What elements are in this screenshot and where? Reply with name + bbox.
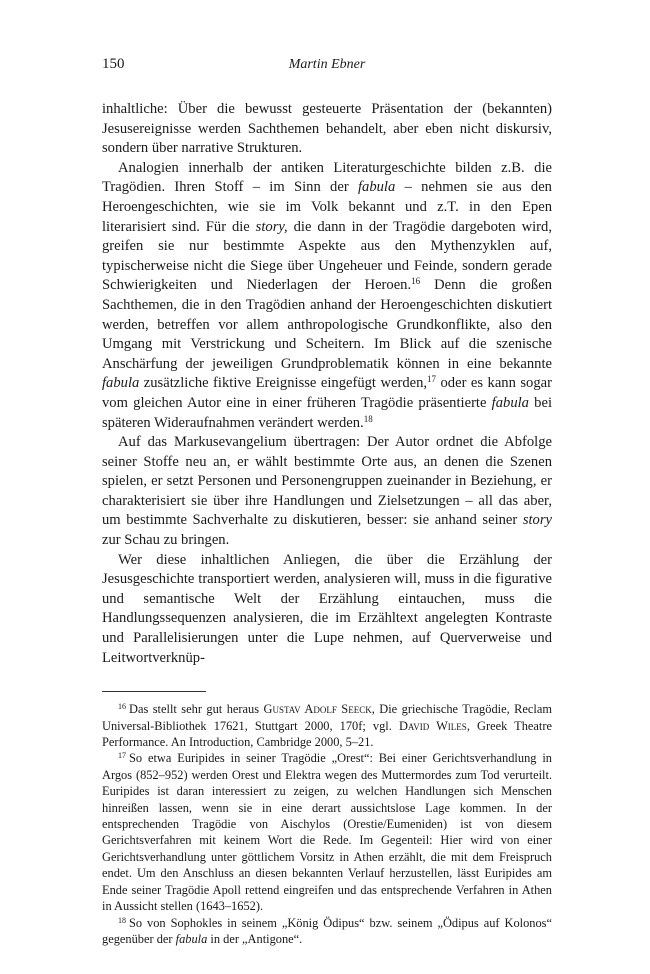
footnote-author-name: David Wiles [398,718,467,733]
body-text [102,100,552,668]
paragraph-3-text-1: Auf das Markusevangelium übertragen: Der Autor ordnet die Abfolge seiner Stoffe neu an, er wählt bestimmte Orte aus, an denen die Szenen spielen, er setzt Personen und Personengruppen zueinander in Beziehung, er charakterisiert sie über ihre Handlungen und Zielsetzungen – all das aber, um bestimmte Sachverhalte zu diskutieren, besser: sie anhand seiner [102,434,552,529]
footnote-17 [102,750,552,914]
page-header [102,56,552,80]
paragraph-4 [102,551,552,669]
paragraph-3 [102,433,552,551]
footnote-number: 16 [118,702,126,712]
footnote-18 [102,915,552,948]
paragraph-2-text-4: Denn die großen Sachthemen, die in den Tragödien anhand der Heroengeschichten diskutiert werden, betreffen vor allem anthropologische Grundkonflikte, also den Umgang mit Verstrickung und Scheitern. Im Blick auf die szenische Anschärfung der jeweiligen Grundproblematik können in eine bekannte [102,277,552,372]
running-head-author: Martin Ebner [288,57,366,72]
paragraph-2-text-3: die dann in der Tragödie dargeboten wird, greifen sie nur bestimmte Aspekte aus den Mythenzyklen auf, typischerweise nicht die Siege über Ungeheuer und Feinde, sondern gerade Schwierigkeiten und Niederlagen der Heroen. [102,218,552,294]
paragraph-2-text-7: bei späteren Wideraufnahmen verändert werden. [102,394,553,431]
paragraph-2-text-2: – nehmen sie aus den Heroengeschichten, wie sie im Volk bekannt und z.T. in den Epen literarisiert sind. Für die [102,179,552,235]
paragraph-2 [102,159,552,433]
footnote-text: in der „Antigone“. [207,931,303,946]
term-story: story [522,512,552,529]
footnote-author-name: Gustav Adolf Seeck [263,702,372,717]
footnote-number: 18 [118,915,126,925]
paragraph-2-text-6: oder es kann sogar vom gleichen Autor eine in einer früheren Tragödie präsentierte [102,375,552,411]
footnote-ref-16[interactable]: 16 [411,276,421,287]
footnote-text: So etwa Euripides in seiner Tragödie „Orest“: Bei einer Gerichtsverhandlung in Argos (852–952) werden Orest und Elektra wegen des Muttermordes zum Tod verurteilt. Euripides ist daran interessiert zu zeigen, zu welchen Handlungen sich Menschen hinreißen lassen, wenn sie in eine derart aussichtslose Lage kommen. In der entsprechenden Tragödie von Aischylos (Orestie/Eumeniden) ist von diesem Gerichtsverfahren mit keinem Wort die Rede. Im Gegenteil: Hier wird von einer Gerichtsverhandlung unter göttlichem Vorsitz in Athen erzählt, die mit dem Freispruch endet. Um den Anschluss an diesen bekannten Verlauf herzustellen, lässt Euripides am Ende seiner Tragödie Apoll rettend eingreifen und das entsprechende Verfahren in Athen in Aussicht stellen (1643–1652). [102,751,552,914]
footnote-16 [102,701,552,750]
paragraph-3-text-2: zur Schau zu bringen. [102,532,230,549]
book-page [102,56,552,947]
term-fabula: fabula [491,394,529,411]
term-story: story, [255,218,288,235]
paragraph-1 [102,100,552,159]
page-number: 150 [102,56,125,72]
paragraph-2-text-5: zusätzliche fiktive Ereignisse eingefügt werden, [139,375,428,392]
footnote-text: , Greek Theatre Performance. An Introduction, Cambridge 2000, 5–21. [102,718,552,750]
paragraph-2-text-1: Analogien innerhalb der antiken Literaturgeschichte bilden z.B. die Tragödien. Ihren Stoff – im Sinn der [102,159,552,196]
footnote-ref-18[interactable]: 18 [363,413,373,424]
paragraph-4-text: Wer diese inhaltlichen Anliegen, die über die Erzählung der Jesusgeschichte transportiert werden, analysieren will, muss in die figurative und semantische Welt der Erzählung eintauchen, muss die Handlungssequenzen analysieren, die im Erzähltext angelegten Kontraste und Parallelisierungen unter die Lupe nehmen, auf Querverweise und Leitwortverknüp- [102,551,552,666]
paragraph-1-text: inhaltliche: Über die bewusst gesteuerte Präsentation der (bekannten) Jesusereignisse werden Sachthemen behandelt, aber eben nicht diskursiv, sondern über narrative Strukturen. [102,101,552,157]
footnotes [102,701,552,947]
footnote-text: , Die griechische Tragödie, Reclam Universal-Bibliothek 17621, Stuttgart 2000, 170f; vgl. [102,702,552,733]
footnote-ref-17[interactable]: 17 [427,374,437,385]
term-fabula: fabula [357,179,396,196]
term-fabula: fabula [175,931,208,946]
footnote-separator [102,691,206,692]
footnote-number: 17 [118,751,126,761]
footnote-text: So von Sophokles in seinem „König Ödipus“ bzw. seinem „Ödipus auf Kolonos“ gegenüber der [102,915,552,946]
footnote-text: Das stellt sehr gut heraus [129,702,264,717]
term-fabula: fabula [102,375,140,392]
